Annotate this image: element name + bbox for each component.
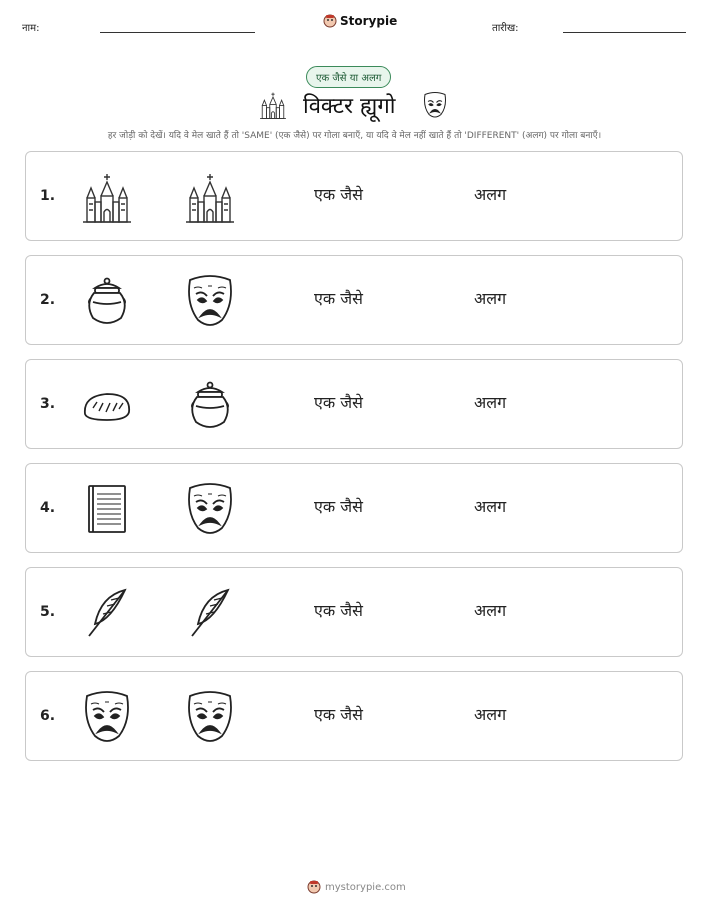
pair-card bbox=[25, 255, 683, 345]
option-same[interactable]: एक जैसे bbox=[314, 497, 363, 516]
title-church-icon bbox=[259, 90, 287, 120]
storypie-logo-icon bbox=[323, 14, 337, 28]
option-same[interactable]: एक जैसे bbox=[314, 705, 363, 724]
pot-icon bbox=[184, 378, 236, 432]
name-label: नाम: bbox=[22, 23, 40, 34]
brand-logo bbox=[323, 14, 397, 28]
storypie-logo-icon bbox=[307, 880, 321, 894]
option-different[interactable]: अलग bbox=[474, 601, 507, 620]
option-different[interactable]: अलग bbox=[474, 185, 507, 204]
option-same[interactable]: एक जैसे bbox=[314, 393, 363, 412]
title-mask-icon bbox=[422, 90, 448, 120]
mask-icon bbox=[184, 482, 236, 536]
date-line[interactable] bbox=[563, 32, 686, 33]
pair-number: 4. bbox=[40, 500, 56, 516]
pair-number: 5. bbox=[40, 604, 56, 620]
option-same[interactable]: एक जैसे bbox=[314, 185, 363, 204]
pair-card bbox=[25, 463, 683, 553]
brand-name: Storypie bbox=[340, 14, 398, 28]
pair-number: 3. bbox=[40, 396, 56, 412]
option-same[interactable]: एक जैसे bbox=[314, 601, 363, 620]
instructions: हर जोड़ी को देखें। यदि वे मेल खाते हैं तो 'SAME' (एक जैसे) पर गोला बनाएँ, या यदि वे मेल नहीं खाते हैं तो 'DIFFERENT' (अलग) पर गोला बनाएँ। bbox=[107, 131, 602, 141]
worksheet-title: विक्टर ह्यूगो bbox=[303, 94, 396, 119]
church-icon bbox=[81, 170, 133, 224]
option-different[interactable]: अलग bbox=[474, 289, 507, 308]
church-icon bbox=[184, 170, 236, 224]
book-icon bbox=[81, 482, 133, 536]
activity-badge: एक जैसे या अलग bbox=[306, 66, 391, 88]
option-different[interactable]: अलग bbox=[474, 393, 507, 412]
pair-number: 6. bbox=[40, 708, 56, 724]
option-different[interactable]: अलग bbox=[474, 497, 507, 516]
footer bbox=[307, 880, 406, 894]
pair-card bbox=[25, 151, 683, 241]
mask-icon bbox=[81, 690, 133, 744]
quill-icon bbox=[184, 586, 236, 640]
footer-site: mystorypie.com bbox=[325, 881, 406, 893]
name-line[interactable] bbox=[100, 32, 255, 33]
pair-number: 1. bbox=[40, 188, 56, 204]
pair-number: 2. bbox=[40, 292, 56, 308]
bread-icon bbox=[81, 378, 133, 432]
mask-icon bbox=[184, 274, 236, 328]
option-different[interactable]: अलग bbox=[474, 705, 507, 724]
option-same[interactable]: एक जैसे bbox=[314, 289, 363, 308]
mask-icon bbox=[184, 690, 236, 744]
pair-card bbox=[25, 567, 683, 657]
pair-card bbox=[25, 671, 683, 761]
pot-icon bbox=[81, 274, 133, 328]
pair-card bbox=[25, 359, 683, 449]
date-label: तारीख: bbox=[492, 23, 519, 34]
quill-icon bbox=[81, 586, 133, 640]
